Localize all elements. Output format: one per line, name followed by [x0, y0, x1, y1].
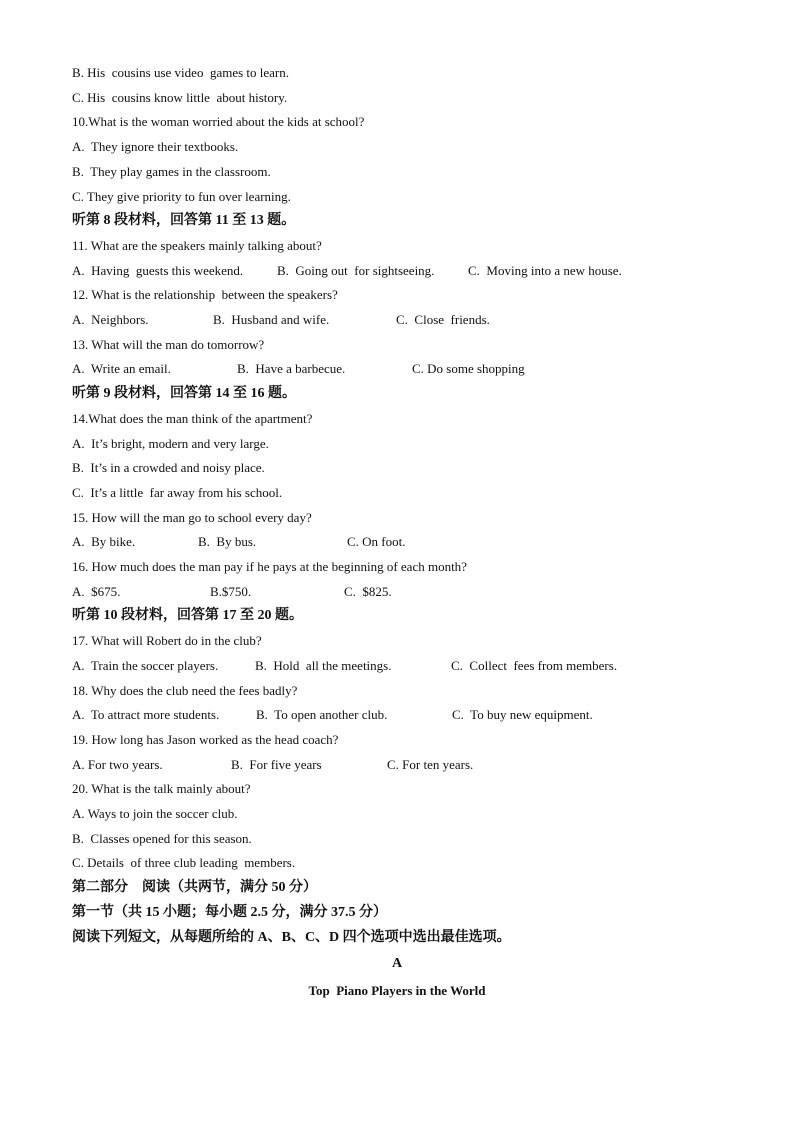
option-q18-c: C. To buy new equipment.	[452, 707, 593, 722]
option-q13-b: B. Have a barbecue.	[237, 361, 346, 376]
question-19: 19. How long has Jason worked as the head coach?	[72, 732, 339, 747]
option-q10-a: A. They ignore their textbooks.	[72, 139, 239, 154]
option-q10-c: C. They give priority to fun over learning.	[72, 189, 291, 204]
option-q20-c: C. Details of three club leading members.	[72, 855, 296, 870]
option-q18-b: B. To open another club.	[256, 707, 388, 722]
passage-title: Top Piano Players in the World	[308, 983, 486, 998]
option-q14-b: B. It’s in a crowded and noisy place.	[72, 460, 265, 475]
option-q9-b: B. His cousins use video games to learn.	[72, 65, 289, 80]
section-heading-passage-9: 听第 9 段材料，回答第 14 至 16 题。	[72, 386, 296, 401]
question-14: 14.What does the man think of the apartment?	[72, 411, 313, 426]
question-12: 12. What is the relationship between the speakers?	[72, 287, 338, 302]
question-17: 17. What will Robert do in the club?	[72, 633, 262, 648]
option-q12-a: A. Neighbors.	[72, 312, 149, 327]
option-q12-b: B. Husband and wife.	[213, 312, 330, 327]
question-16: 16. How much does the man pay if he pays at the beginning of each month?	[72, 559, 467, 574]
option-q11-c: C. Moving into a new house.	[468, 263, 622, 278]
section-heading-passage-8: 听第 8 段材料，回答第 11 至 13 题。	[72, 213, 296, 228]
option-q16-a: A. $675.	[72, 584, 121, 599]
option-q19-c: C. For ten years.	[387, 757, 474, 772]
option-q11-a: A. Having guests this weekend.	[72, 263, 244, 278]
option-q15-c: C. On foot.	[347, 534, 406, 549]
section-one-heading: 第一节（共 15 小题；每小题 2.5 分，满分 37.5 分）	[72, 905, 387, 920]
option-q9-c: C. His cousins know little about history.	[72, 90, 288, 105]
option-q10-b: B. They play games in the classroom.	[72, 164, 271, 179]
option-q17-c: C. Collect fees from members.	[451, 658, 618, 673]
question-15: 15. How will the man go to school every day?	[72, 510, 312, 525]
option-q15-b: B. By bus.	[198, 534, 257, 549]
option-q19-b: B. For five years	[231, 757, 322, 772]
section-heading-passage-10: 听第 10 段材料，回答第 17 至 20 题。	[72, 608, 303, 623]
question-10: 10.What is the woman worried about the kids at school?	[72, 114, 365, 129]
option-q11-b: B. Going out for sightseeing.	[277, 263, 435, 278]
reading-instructions: 阅读下列短文，从每题所给的 A、B、C、D 四个选项中选出最佳选项。	[72, 930, 511, 945]
option-q19-a: A. For two years.	[72, 757, 163, 772]
option-q20-b: B. Classes opened for this season.	[72, 831, 252, 846]
question-11: 11. What are the speakers mainly talking about?	[72, 238, 322, 253]
option-q12-c: C. Close friends.	[396, 312, 490, 327]
option-q14-c: C. It’s a little far away from his school.	[72, 485, 283, 500]
option-q17-a: A. Train the soccer players.	[72, 658, 219, 673]
option-q20-a: A. Ways to join the soccer club.	[72, 806, 238, 821]
option-q17-b: B. Hold all the meetings.	[255, 658, 392, 673]
option-q14-a: A. It’s bright, modern and very large.	[72, 436, 269, 451]
option-q15-a: A. By bike.	[72, 534, 136, 549]
passage-letter: A	[391, 956, 403, 971]
question-18: 18. Why does the club need the fees badly?	[72, 683, 298, 698]
option-q16-c: C. $825.	[344, 584, 392, 599]
question-20: 20. What is the talk mainly about?	[72, 781, 251, 796]
question-13: 13. What will the man do tomorrow?	[72, 337, 265, 352]
option-q13-c: C. Do some shopping	[412, 361, 525, 376]
option-q13-a: A. Write an email.	[72, 361, 171, 376]
part-two-heading: 第二部分 阅读（共两节，满分 50 分）	[72, 880, 317, 895]
option-q16-b: B.$750.	[210, 584, 252, 599]
option-q18-a: A. To attract more students.	[72, 707, 220, 722]
